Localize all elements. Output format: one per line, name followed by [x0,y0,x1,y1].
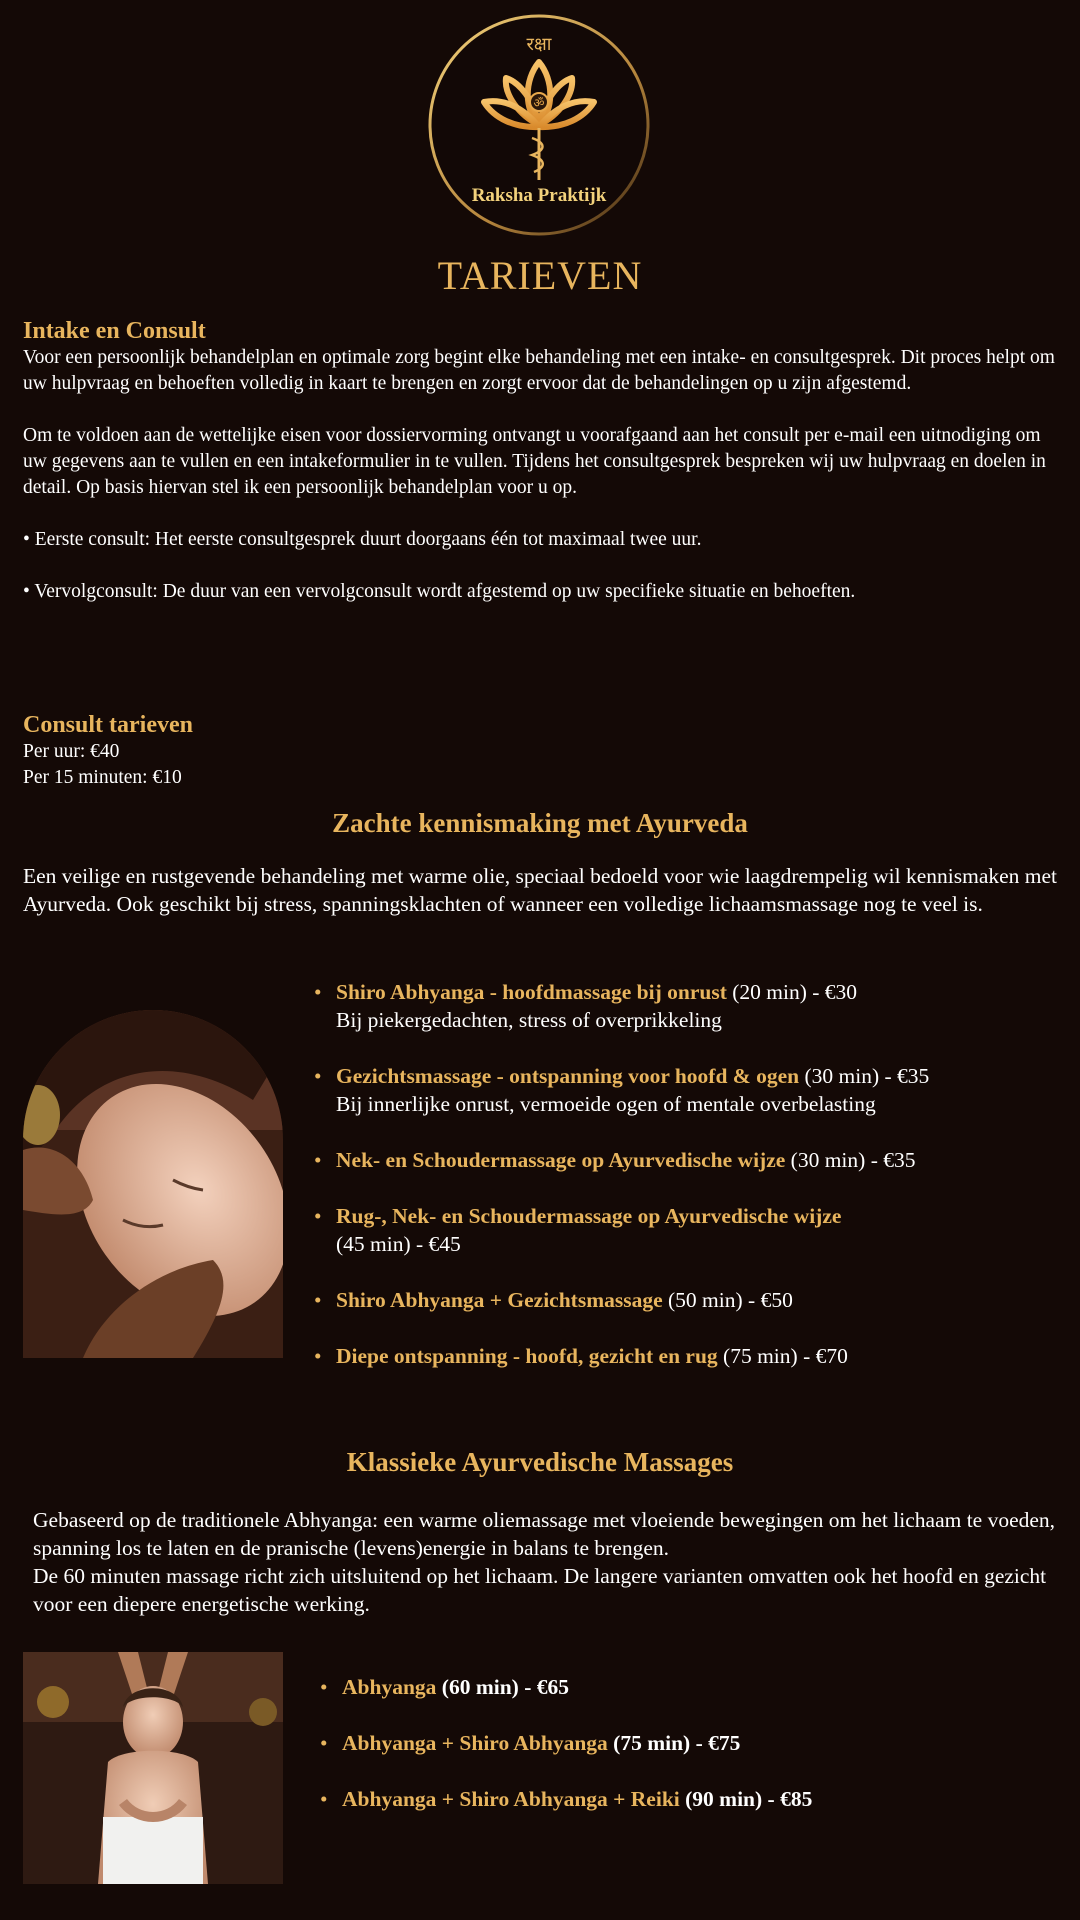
zacht-item-desc: Bij piekergedachten, stress of overprikkeling [336,1008,722,1032]
raksha-logo [424,10,654,240]
zacht-item [314,1146,1064,1174]
klassiek-item-price: (60 min) - €65 [436,1675,569,1699]
zacht-item-name: Gezichtsmassage - ontspanning voor hoofd & ogen [336,1064,800,1088]
zacht-item-price: (75 min) - €70 [717,1344,848,1368]
head-massage-photo [23,1010,283,1358]
zacht-item [314,1342,1064,1370]
consult-heading: Consult tarieven [23,712,193,738]
zacht-item-price: (30 min) - €35 [799,1064,930,1088]
zacht-item [314,1286,1064,1314]
klassiek-item [320,1785,1060,1813]
zacht-item-price: (50 min) - €50 [662,1288,793,1312]
zacht-item [314,1062,1064,1118]
intake-bullet-eerste: • Eerste consult: Het eerste consultgesprek duurt doorgaans één tot maximaal twee uur. [23,529,702,550]
intake-paragraph-1: Voor een persoonlijk behandelplan en optimale zorg begint elke behandeling met een intake- en consultgesprek. Dit proces helpt om uw hulpvraag en behoeften volledig in kaart te brengen en zorgt ervoor dat de behandelingen op u zijn afgestemd. [23,347,1055,394]
klassiek-heading: Klassieke Ayurvedische Massages [346,1447,734,1477]
zacht-item-desc: Bij innerlijke onrust, vermoeide ogen of mentale overbelasting [336,1092,876,1116]
klassiek-item [320,1673,1060,1701]
zacht-heading: Zachte kennismaking met Ayurveda [332,808,748,838]
klassiek-item-name: Abhyanga + Shiro Abhyanga + Reiki [342,1787,680,1811]
consult-rate-15min: Per 15 minuten: €10 [23,767,182,788]
intake-bullet-vervolg: • Vervolgconsult: De duur van een vervolgconsult wordt afgestemd op uw specifieke situatie en behoeften. [23,581,856,602]
zacht-treatment-list [314,978,1064,1370]
zacht-item-name: Diepe ontspanning - hoofd, gezicht en rug [336,1344,718,1368]
zacht-item [314,978,1064,1034]
svg-text:ॐ: ॐ [533,96,545,110]
logo-name: Raksha Praktijk [471,185,607,206]
page-title: TARIEVEN [437,253,643,298]
zacht-item-price: (20 min) - €30 [726,980,858,1004]
body-massage-photo [23,1652,283,1884]
zacht-intro: Een veilige en rustgevende behandeling met warme olie, speciaal bedoeld voor wie laagdrempelig wil kennismaken met Ayurveda. Ook geschikt bij stress, spanningsklachten of wanneer een volledige lichaamsmassage nog te veel is. [23,864,1058,916]
klassiek-item-price: (90 min) - €85 [679,1787,813,1811]
klassiek-intro [33,1506,1063,1618]
zacht-item-price: (45 min) - €45 [336,1232,461,1256]
zacht-item-price: (30 min) - €35 [785,1148,916,1172]
zacht-item-name: Shiro Abhyanga - hoofdmassage bij onrust [336,980,727,1004]
klassiek-item-name: Abhyanga + Shiro Abhyanga [342,1731,608,1755]
intake-heading: Intake en Consult [23,318,206,344]
intake-section [23,318,1063,605]
klassiek-paragraph-1: Gebaseerd op de traditionele Abhyanga: een warme oliemassage met vloeiende bewegingen om het lichaam te voeden, spanning los te laten en de pranische (levens)energie in balans te brengen. [33,1508,1056,1560]
zacht-item [314,1202,1064,1258]
klassiek-treatment-list [320,1673,1060,1813]
klassiek-item [320,1729,1060,1757]
intake-paragraph-2: Om te voldoen aan de wettelijke eisen voor dossiervorming ontvangt u voorafgaand aan het consult per e-mail een uitnodiging om uw gegevens aan te vullen en een intakeformulier in te vullen. Tijdens het consultgesprek bespreken wij uw hulpvraag en doelen in detail. Op basis hiervan stel ik een persoonlijk behandelplan voor u op. [23,425,1046,498]
klassiek-paragraph-2: De 60 minuten massage richt zich uitsluitend op het lichaam. De langere varianten omvatten ook het hoofd en gezicht voor een diepere energetische werking. [33,1564,1047,1616]
klassiek-item-name: Abhyanga [342,1675,437,1699]
logo-script-text: रक्षा [526,34,552,55]
consult-rate-hour: Per uur: €40 [23,741,120,762]
zacht-item-name: Rug-, Nek- en Schoudermassage op Ayurvedische wijze [336,1204,842,1228]
zacht-item-name: Nek- en Schoudermassage op Ayurvedische wijze [336,1148,786,1172]
consult-section [23,712,1063,791]
zacht-item-name: Shiro Abhyanga + Gezichtsmassage [336,1288,663,1312]
klassiek-item-price: (75 min) - €75 [607,1731,741,1755]
